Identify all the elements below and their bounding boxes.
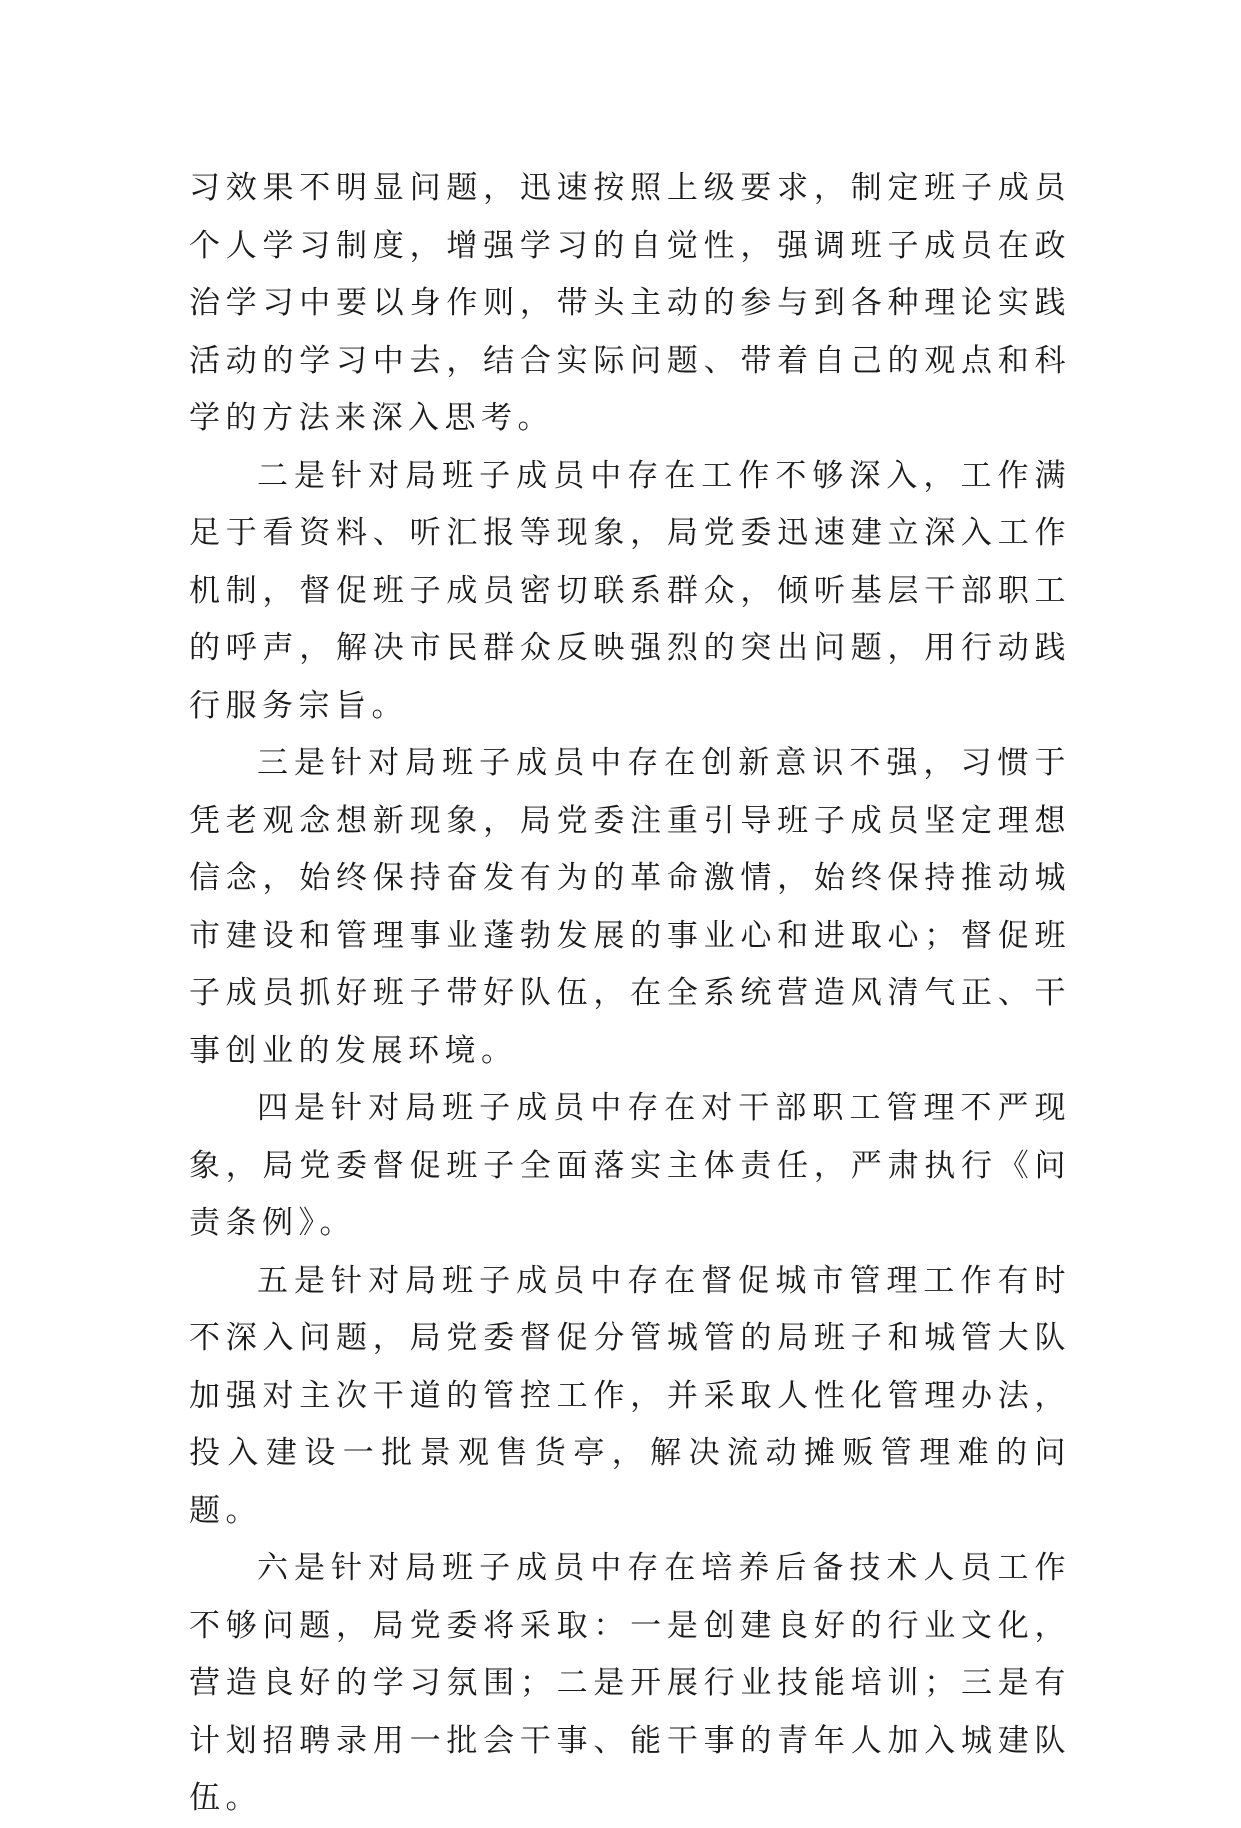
paragraph-item-2: 二是针对局班子成员中存在工作不够深入，工作满足于看资料、听汇报等现象，局党委迅速建立深入工作机制，督促班子成员密切联系群众，倾听基层干部职工的呼声，解决市民群众反映强烈的突出问题，用行动践行服务宗旨。 [189, 457, 1071, 724]
paragraph-item-4: 四是针对局班子成员中存在对干部职工管理不严现象，局党委督促班子全面落实主体责任，严肃执行《问责条例》。 [189, 1090, 1071, 1241]
document-body [189, 160, 1071, 1828]
paragraph-continuation: 习效果不明显问题，迅速按照上级要求，制定班子成员个人学习制度，增强学习的自觉性，强调班子成员在政治学习中要以身作则，带头主动的参与到各种理论实践活动的学习中去，结合实际问题、带着自己的观点和科学的方法来深入思考。 [189, 170, 1071, 436]
paragraph-item-6: 六是针对局班子成员中存在培养后备技术人员工作不够问题，局党委将采取：一是创建良好的行业文化，营造良好的学习氛围；二是开展行业技能培训；三是有计划招聘录用一批会干事、能干事的青年人加入城建队伍。 [189, 1550, 1071, 1816]
paragraph-item-5: 五是针对局班子成员中存在督促城市管理工作有时不深入问题，局党委督促分管城管的局班子和城管大队加强对主次干道的管控工作，并采取人性化管理办法，投入建设一批景观售货亭，解决流动摊贩管理难的问题。 [189, 1262, 1071, 1529]
paragraph-item-3: 三是针对局班子成员中存在创新意识不强，习惯于凭老观念想新现象，局党委注重引导班子成员坚定理想信念，始终保持奋发有为的革命激情，始终保持推动城市建设和管理事业蓬勃发展的事业心和进取心；督促班子成员抓好班子带好队伍，在全系统营造风清气正、干事创业的发展环境。 [189, 745, 1071, 1069]
